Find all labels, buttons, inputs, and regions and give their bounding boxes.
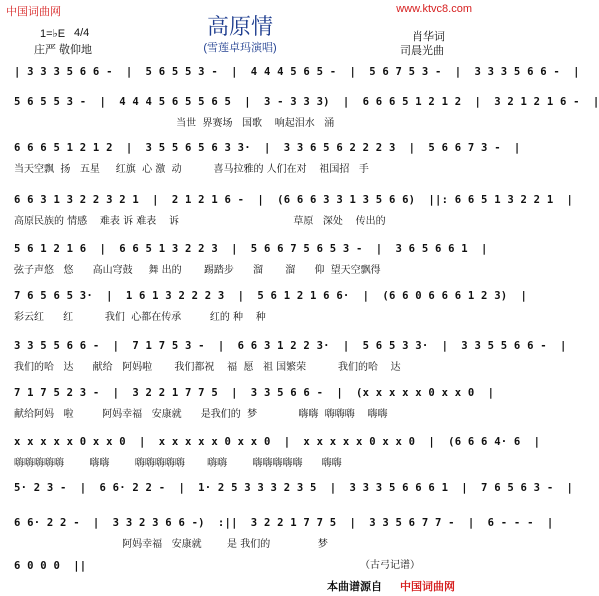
score-lyrics-line: 献给阿妈 啦 阿妈幸福 安康就 是我们的 梦 嗨嗨 嗨嗨嗨 嗨嗨 [14, 409, 388, 420]
performance-mood: 庄严 敬仰地 [34, 44, 93, 56]
score-notes-line: 5 6 1 2 1 6 | 6 6 5 1 3 2 2 3 | 5 6 6 7 5 6 5 3 - | 3 6 5 6 6 1 | [14, 243, 488, 255]
score-lyrics-line: 当世 界赛场 国歌 响起泪水 涌 [14, 118, 335, 129]
score-lyrics-line: 当天空飘 扬 五星 红旗 心 激 动 喜马拉雅的 人们在对 祖国招 手 [14, 164, 369, 175]
score-lyrics-line: 高原民族的 情感 难表 诉 难表 诉 草原 深处 传出的 [14, 216, 386, 227]
site-url-right[interactable]: www.ktvc8.com [396, 3, 472, 15]
footer-source-label: 本曲谱源自 [327, 581, 382, 593]
score-notes-line: 6 6 3 1 3 2 2 3 2 1 | 2 1 2 1 6 - | (6 6 6 3 3 1 3 5 6 6) ||: 6 6 5 1 3 2 2 1 | [14, 194, 574, 206]
score-lyrics-line: 弦子声悠 悠 高山穹鼓 舞 出的 踢踏步 溜 溜 仰 望天空飘得 [14, 265, 381, 276]
score-lyrics-line: 我们的哈 达 献给 阿妈啦 我们都祝 福 愿 祖 国繁荣 我们的哈 达 [14, 362, 401, 373]
time-signature: 4/4 [74, 27, 90, 39]
site-name-left[interactable]: 中国词曲网 [6, 6, 61, 18]
transcriber-credit: （古弓记谱） [360, 560, 420, 571]
score-lyrics-line: 彩云红 红 我们 心都在传承 红的 种 种 [14, 312, 266, 323]
score-lyrics-line: 阿妈幸福 安康就 是 我们的 梦 [14, 539, 328, 550]
composer: 司晨光曲 [400, 45, 444, 57]
score-notes-line: 3 3 5 5 6 6 - | 7 1 7 5 3 - | 6 6 3 1 2 2 3· | 5 6 5 3 3· | 3 3 5 5 6 6 - | [14, 340, 567, 352]
score-notes-line: 6 6· 2 2 - | 3 3 2 3 6 6 -) :|| 3 2 2 1 7 7 5 | 3 3 5 6 7 7 - | 6 - - - | [14, 517, 554, 529]
score-notes-line: 5· 2 3 - | 6 6· 2 2 - | 1· 2 5 3 3 3 2 3 5 | 3 3 3 5 6 6 6 1 | 7 6 5 6 3 - | [14, 482, 574, 494]
footer-site-link[interactable]: 中国词曲网 [400, 581, 455, 593]
score-notes-line: | 3 3 3 5 6 6 - | 5 6 5 5 3 - | 4 4 4 5 6 5 - | 5 6 7 5 3 - | 3 3 3 5 6 6 - | [14, 66, 580, 78]
score-notes-line: x x x x x 0 x x 0 | x x x x x 0 x x 0 | x x x x x 0 x x 0 | (6 6 6 4· 6 | [14, 436, 541, 448]
score-notes-line: 5 6 5 5 3 - | 4 4 4 5 6 5 5 6 5 | 3 - 3 3 3) | 6 6 6 5 1 2 1 2 | 3 2 1 2 1 6 - | [14, 96, 599, 108]
score-lyrics-line: 嗨嗨嗨嗨嗨 嗨嗨 嗨嗨嗨嗨嗨 嗨嗨 嗨嗨嗨嗨嗨 嗨嗨 [14, 458, 342, 469]
song-title: 高原情 [206, 15, 273, 40]
score-notes-line: 7 6 5 6 5 3· | 1 6 1 3 2 2 2 3 | 5 6 1 2 1 6 6· | (6 6 0 6 6 6 1 2 3) | [14, 290, 528, 302]
score-notes-line: 7 1 7 5 2 3 - | 3 2 2 1 7 7 5 | 3 3 5 6 6 - | (x x x x x 0 x x 0 | [14, 387, 495, 399]
lyricist: 肖华词 [412, 31, 445, 43]
singer-credit: (雪莲卓玛演唱) [203, 42, 277, 54]
score-notes-line: 6 6 6 5 1 2 1 2 | 3 5 5 6 5 6 3 3· | 3 3 6 5 6 2 2 2 3 | 5 6 6 7 3 - | [14, 142, 521, 154]
score-notes-line: 6 0 0 0 || [14, 560, 87, 572]
key-signature: 1=♭E [40, 28, 66, 40]
